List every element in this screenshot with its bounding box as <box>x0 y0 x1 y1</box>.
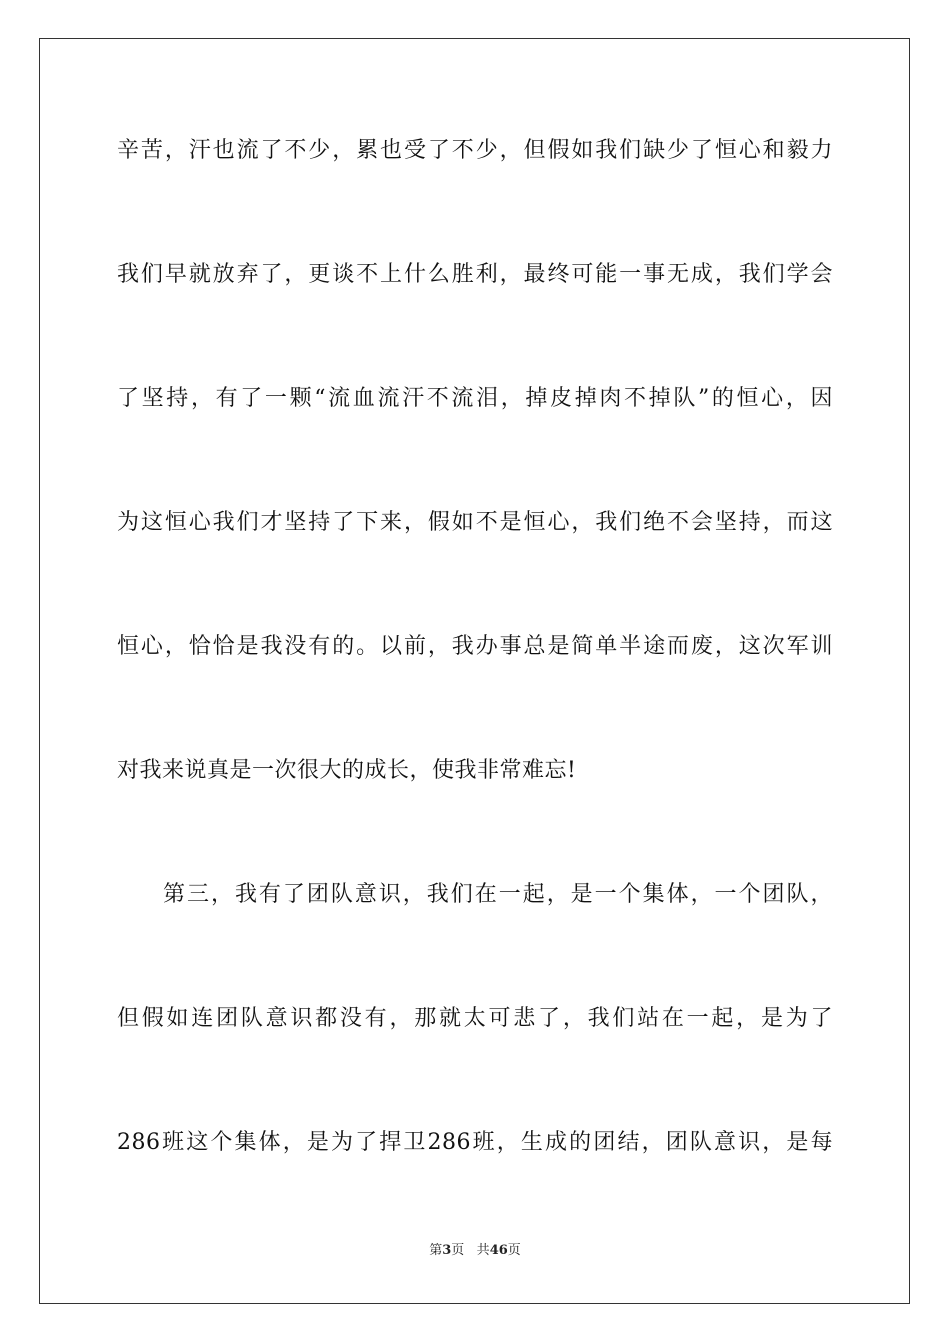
text-line-1: 辛苦，汗也流了不少，累也受了不少，但假如我们缺少了恒心和毅力 <box>117 138 833 163</box>
footer-page-number: 3 <box>442 1243 452 1258</box>
footer-page-prefix: 第 <box>429 1243 443 1258</box>
footer-page-suffix: 页 <box>451 1243 465 1258</box>
page-border <box>39 38 910 1304</box>
text-line-7-paragraph-start: 第三，我有了团队意识，我们在一起，是一个集体，一个团队， <box>163 882 833 907</box>
text-line-2: 我们早就放弃了，更谈不上什么胜利，最终可能一事无成，我们学会 <box>117 262 833 287</box>
footer-total-pages: 46 <box>489 1243 508 1258</box>
footer-total-prefix: 共 <box>476 1243 490 1258</box>
text-line-4: 为这恒心我们才坚持了下来，假如不是恒心，我们绝不会坚持，而这 <box>117 510 833 535</box>
text-line-8: 但假如连团队意识都没有，那就太可悲了，我们站在一起，是为了 <box>117 1006 833 1031</box>
text-line-9: 286班这个集体，是为了捍卫286班，生成的团结，团队意识，是每 <box>117 1130 833 1155</box>
text-line-5: 恒心，恰恰是我没有的。以前，我办事总是简单半途而废，这次军训 <box>117 634 833 659</box>
text-line-6: 对我来说真是一次很大的成长，使我非常难忘! <box>117 758 577 783</box>
footer-total-suffix: 页 <box>507 1243 521 1258</box>
text-line-3: 了坚持，有了一颗“流血流汗不流泪，掉皮掉肉不掉队”的恒心，因 <box>117 386 833 411</box>
page-footer <box>0 1242 950 1260</box>
